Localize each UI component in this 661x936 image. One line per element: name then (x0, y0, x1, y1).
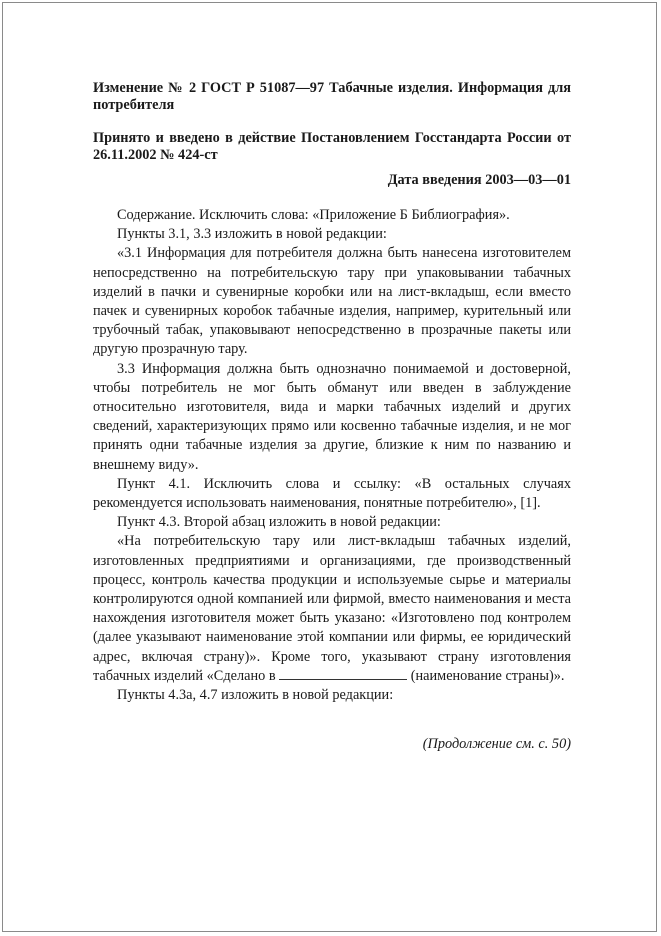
amendment-body (93, 206, 571, 705)
adoption-statement: Принято и введено в действие Постановлением Госстандарта России от 26.11.2002 № 424-ст (93, 130, 571, 163)
paragraph-clauses-3-1-3-3: Пункты 3.1, 3.3 изложить в новой редакции: (117, 226, 387, 243)
amendment-title: Изменение № 2 ГОСТ Р 51087—97 Табачные изделия. Информация для потребителя (93, 80, 571, 113)
paragraph-clause-3-3: 3.3 Информация должна быть однозначно понимаемой и достоверной, чтобы потребитель не мог быть обманут или введен в заблуждение относительно изготовителя, вида и марки табачных изделий и других сведений, характеризующих прямо или косвенно табачные изделия, и не мог принять одни табачные изделия за другие, близкие к ним по названию и внешнему виду». (93, 360, 571, 473)
effective-date: Дата введения 2003—03—01 (387, 172, 571, 188)
paragraph-clause-4-1: Пункт 4.1. Исключить слова и ссылку: «В остальных случаях рекомендуется использовать наименования, понятные потребителю», [1]. (93, 475, 571, 512)
clause-4-3-text: «На потребительскую тару или лист-вкладыш табачных изделий, изготовленных предприятиями и организациями, где производственный процесс, контроль качества продукции и используемые сырье и материалы контролируются одной компанией или фирмой, вместо наименования и места нахождения изготовителя может быть указано: «Изготовлено под контролем (далее указывают наименование этой компании или фирмы, ее юридический адрес, включая страну)». Кроме того, указывают страну изготовления табачных изделий «Сделано в (93, 533, 571, 684)
paragraph-clauses-4-3a-4-7: Пункты 4.3а, 4.7 изложить в новой редакции: (117, 687, 394, 704)
country-blank-line (279, 667, 407, 680)
paragraph-clause-4-3-text (93, 532, 571, 686)
paragraph-clause-3-1: «3.1 Информация для потребителя должна быть нанесена изготовителем непосредственно на потребительскую тару при упаковывании табачных изделий в пачки и сувенирные коробки или на лист-вкладыш, если вместо пачек и сувенирных коробок табачные изделия, например, курительный или трубочный табак, упаковывают непосредственно в прозрачные пакеты или другую прозрачную тару. (93, 245, 571, 358)
paragraph-clause-4-3: Пункт 4.3. Второй абзац изложить в новой редакции: (117, 514, 441, 531)
paragraph-contents: Содержание. Исключить слова: «Приложение Б Библиография». (117, 207, 510, 223)
document-content (93, 80, 571, 753)
clause-4-3-text-end: (наименование страны)». (410, 667, 565, 684)
continuation-note: (Продолжение см. с. 50) (422, 736, 571, 753)
